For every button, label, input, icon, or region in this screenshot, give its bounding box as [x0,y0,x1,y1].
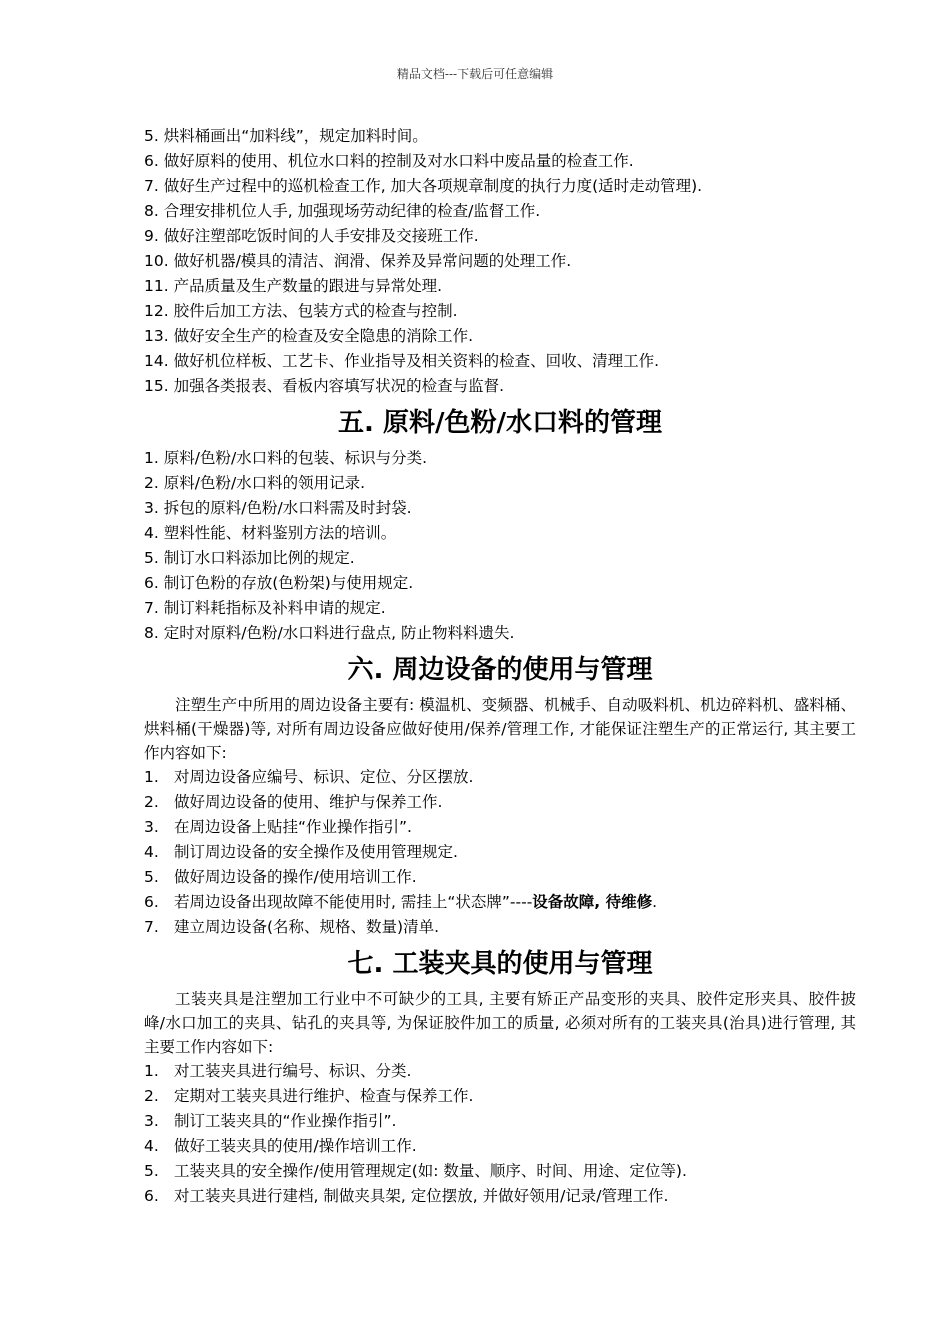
item-text: 制订周边设备的安全操作及使用管理规定. [174,843,458,861]
list-item: 4. 塑料性能、材料鉴别方法的培训。 [144,524,397,542]
item-text: 对工装夹具进行建档, 制做夹具架, 定位摆放, 并做好领用/记录/管理工作. [174,1187,669,1205]
list-item [144,915,856,940]
item-number: 1. [144,1062,159,1080]
list-item: 9. 做好注塑部吃饭时间的人手安排及交接班工作. [144,227,479,245]
list-item: 10. 做好机器/模具的清洁、润滑、保养及异常问题的处理工作. [144,252,572,270]
section5-heading: 五. 原料/色粉/水口料的管理 [338,408,662,438]
list-item [144,840,856,865]
item-text: 做好周边设备的操作/使用培训工作. [174,868,417,886]
item-number: 2. [144,793,159,811]
list-item [144,1109,856,1134]
item-number: 2. [144,1087,159,1105]
list-item: 6. 做好原料的使用、机位水口料的控制及对水口料中废品量的检查工作. [144,152,634,170]
item-number: 1. [144,768,159,786]
list-item: 14. 做好机位样板、工艺卡、作业指导及相关资料的检查、回收、清理工作. [144,352,660,370]
list-item: 2. 原料/色粉/水口料的领用记录. [144,474,366,492]
item-number: 5. [144,868,159,886]
list-item: 15. 加强各类报表、看板内容填写状况的检查与监督. [144,377,505,395]
list-item [144,790,856,815]
item-text: 工装夹具的安全操作/使用管理规定(如: 数量、顺序、时间、用途、定位等). [174,1162,687,1180]
item-number: 5. [144,1162,159,1180]
watermark: 精品文档---下载后可任意编辑 [396,67,554,81]
list-item: 5. 烘料桶画出“加料线”，规定加料时间。 [144,127,428,145]
item-number: 3. [144,1112,159,1130]
list-item: 3. 拆包的原料/色粉/水口料需及时封袋. [144,499,412,517]
status-emphasis: 设备故障, 待维修 [532,893,653,911]
list-item [144,1134,856,1159]
list-item: 7. 做好生产过程中的巡机检查工作, 加大各项规章制度的执行力度(适时走动管理). [144,177,703,195]
list-item [144,765,856,790]
section7-intro: 工装夹具是注塑加工行业中不可缺少的工具, 主要有矫正产品变形的夹具、胶件定形夹具、胶件披峰/水口加工的夹具、钻孔的夹具等, 为保证胶件加工的质量, 必须对所有的工装夹具(治具)进行管理, 其主要工作内容如下: [144,990,856,1056]
item-text: 做好工装夹具的使用/操作培训工作. [174,1137,417,1155]
item-text: 对周边设备应编号、标识、定位、分区摆放. [174,768,474,786]
item-number: 3. [144,818,159,836]
list-item [144,1159,856,1184]
item-number: 4. [144,1137,159,1155]
list-item: 1. 原料/色粉/水口料的包装、标识与分类. [144,449,428,467]
list-item [144,890,856,915]
section5-list [144,446,856,646]
section7-list [144,1059,856,1209]
list-item [144,865,856,890]
list-item: 5. 制订水口料添加比例的规定. [144,549,355,567]
document-page [144,124,856,1209]
list-item [144,815,856,840]
section6-list [144,765,856,940]
item-number: 4. [144,843,159,861]
section6-intro: 注塑生产中所用的周边设备主要有: 模温机、变频器、机械手、自动吸料机、机边碎料机、盛料桶、烘料桶(干燥器)等, 对所有周边设备应做好使用/保养/管理工作, 才能保证注塑生产的正常运行, 其主要工作内容如下: [144,696,856,762]
item-text: 在周边设备上贴挂“作业操作指引”. [174,818,412,836]
list-item [144,1084,856,1109]
section7-heading: 七. 工装夹具的使用与管理 [347,949,653,979]
list-item: 12. 胶件后加工方法、包装方式的检查与控制. [144,302,458,320]
item-text-tail: . [652,893,658,911]
item-text: 制订工装夹具的“作业操作指引”. [174,1112,397,1130]
list-item: 13. 做好安全生产的检查及安全隐患的消除工作. [144,327,474,345]
list-item: 7. 制订料耗指标及补料申请的规定. [144,599,386,617]
section6-heading: 六. 周边设备的使用与管理 [347,655,653,685]
list-item [144,1059,856,1084]
item-text-main: 若周边设备出现故障不能使用时, 需挂上“状态牌”---- [174,893,533,911]
item-text: 对工装夹具进行编号、标识、分类. [174,1062,412,1080]
item-number: 6. [144,893,159,911]
item-text: 定期对工装夹具进行维护、检查与保养工作. [174,1087,474,1105]
item-text [174,890,657,915]
item-number: 6. [144,1187,159,1205]
item-number: 7. [144,918,159,936]
list-item: 8. 定时对原料/色粉/水口料进行盘点, 防止物料料遗失. [144,624,515,642]
item-text: 建立周边设备(名称、规格、数量)清单. [174,918,440,936]
list-item [144,1184,856,1209]
item-text: 做好周边设备的使用、维护与保养工作. [174,793,443,811]
list-item: 8. 合理安排机位人手, 加强现场劳动纪律的检查/监督工作. [144,202,541,220]
list-item: 11. 产品质量及生产数量的跟进与异常处理. [144,277,443,295]
section4-list [144,124,856,399]
list-item: 6. 制订色粉的存放(色粉架)与使用规定. [144,574,414,592]
